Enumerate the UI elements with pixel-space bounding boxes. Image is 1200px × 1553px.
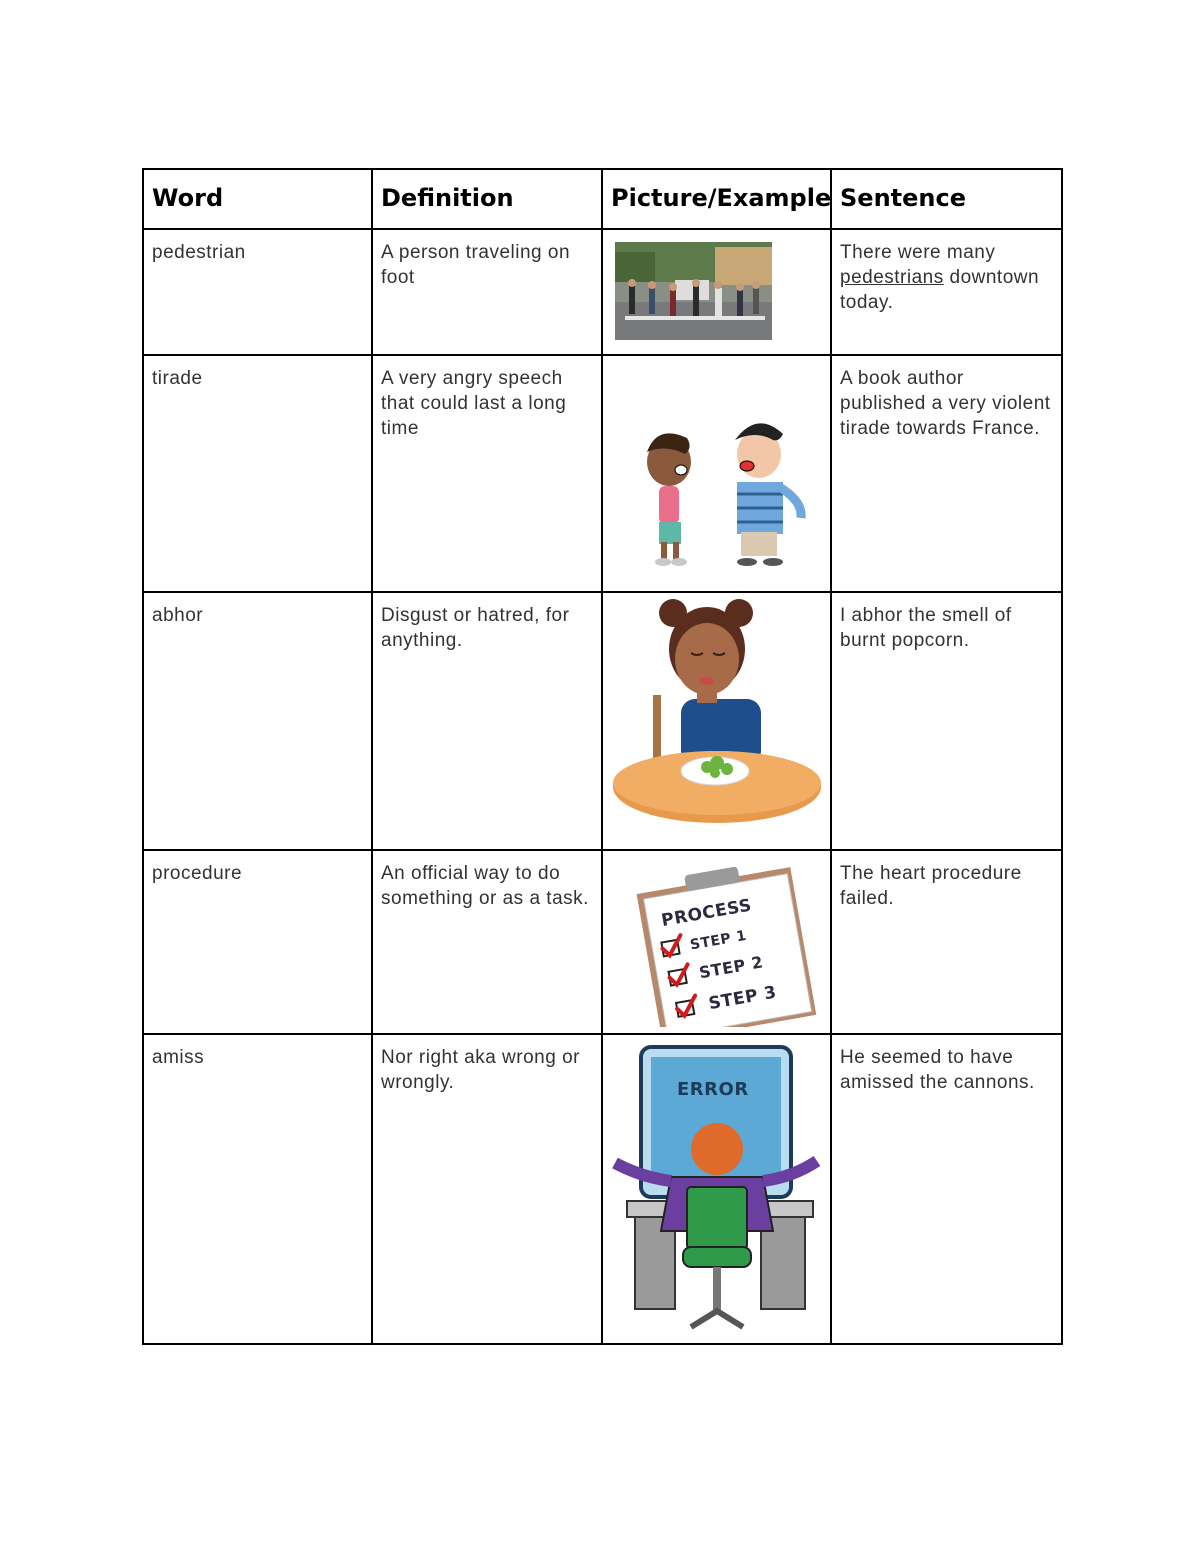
header-word: Word bbox=[143, 169, 372, 229]
sentence-underlined-word: pedestrians bbox=[840, 267, 944, 288]
screen-error-text: ERROR bbox=[677, 1079, 749, 1100]
word-cell: procedure bbox=[143, 850, 372, 1034]
word-cell: amiss bbox=[143, 1034, 372, 1344]
table-row bbox=[143, 592, 1062, 850]
vocabulary-table bbox=[142, 168, 1063, 1345]
sentence-cell: He seemed to have amissed the cannons. bbox=[831, 1034, 1062, 1344]
computer-error-illustration bbox=[611, 1041, 823, 1337]
header-row bbox=[143, 169, 1062, 229]
word-cell: abhor bbox=[143, 592, 372, 850]
process-clipboard-illustration bbox=[611, 857, 823, 1027]
sentence-cell: A book author published a very violent tirade towards France. bbox=[831, 355, 1062, 592]
clipboard-step-3: STEP 3 bbox=[707, 982, 779, 1015]
picture-cell bbox=[602, 355, 831, 592]
street-crossing-photo bbox=[615, 242, 772, 340]
word-cell: tirade bbox=[143, 355, 372, 592]
picture-cell bbox=[602, 592, 831, 850]
table-row bbox=[143, 229, 1062, 355]
header-definition: Definition bbox=[372, 169, 602, 229]
header-picture: Picture/Example bbox=[602, 169, 831, 229]
sentence-text-end: downtown today. bbox=[840, 267, 1040, 313]
definition-cell: An official way to do something or as a task. bbox=[372, 850, 602, 1034]
table-row bbox=[143, 1034, 1062, 1344]
picture-cell bbox=[602, 1034, 831, 1344]
definition-cell: Nor right aka wrong or wrongly. bbox=[372, 1034, 602, 1344]
sentence-text-start: There were many bbox=[840, 242, 996, 263]
arguing-people-illustration bbox=[611, 362, 821, 577]
sentence-cell: The heart procedure failed. bbox=[831, 850, 1062, 1034]
definition-cell: Disgust or hatred, for anything. bbox=[372, 592, 602, 850]
picture-cell bbox=[602, 229, 831, 355]
header-sentence: Sentence bbox=[831, 169, 1062, 229]
sentence-cell: I abhor the smell of burnt popcorn. bbox=[831, 592, 1062, 850]
definition-cell: A person traveling on foot bbox=[372, 229, 602, 355]
table-row bbox=[143, 850, 1062, 1034]
definition-cell: A very angry speech that could last a long time bbox=[372, 355, 602, 592]
table-row bbox=[143, 355, 1062, 592]
clipboard-title: PROCESS bbox=[659, 895, 754, 932]
sentence-cell bbox=[831, 229, 1062, 355]
girl-disliking-broccoli-illustration bbox=[611, 599, 823, 839]
clipboard-step-1: STEP 1 bbox=[688, 927, 748, 954]
word-cell: pedestrian bbox=[143, 229, 372, 355]
clipboard-step-2: STEP 2 bbox=[697, 952, 765, 983]
picture-cell bbox=[602, 850, 831, 1034]
